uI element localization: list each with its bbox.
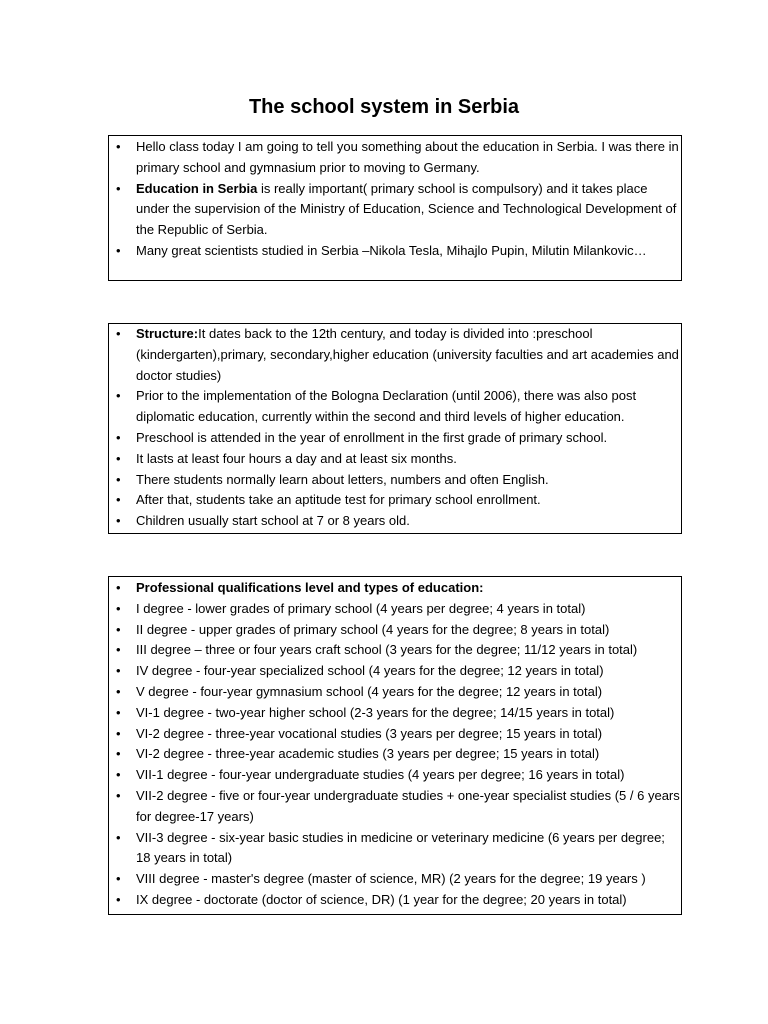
structure-list <box>109 324 681 532</box>
item-text: VII-3 degree - six-year basic studies in medicine or veterinary medicine (6 years per degree; 18 years in total) <box>136 829 665 866</box>
item-text: VI-1 degree - two-year higher school (2-3 years for the degree; 14/15 years in total) <box>136 704 615 720</box>
list-item <box>109 640 681 661</box>
bullet-icon: • <box>116 704 121 720</box>
list-item <box>109 241 681 262</box>
item-text: VII-1 degree - four-year undergraduate studies (4 years per degree; 16 years in total) <box>136 767 625 783</box>
bullet-icon: • <box>116 492 121 508</box>
bullet-icon: • <box>116 725 121 741</box>
list-item <box>109 511 681 532</box>
bullet-icon: • <box>116 388 121 404</box>
item-text: Children usually start school at 7 or 8 years old. <box>136 513 410 529</box>
item-bold-label: Structure: <box>136 326 199 341</box>
item-text: VI-2 degree - three-year academic studies (3 years per degree; 15 years in total) <box>136 746 600 762</box>
bullet-icon: • <box>116 642 121 658</box>
bullet-icon: • <box>116 829 121 845</box>
item-text: II degree - upper grades of primary school (4 years for the degree; 8 years in total) <box>136 621 610 637</box>
bullet-icon: • <box>116 683 121 699</box>
item-bold-label: Professional qualifications level and types of education: <box>136 580 484 595</box>
list-item <box>109 890 681 911</box>
list-item <box>109 786 681 828</box>
intro-list <box>109 136 681 262</box>
item-text: Preschool is attended in the year of enrollment in the first grade of primary school. <box>136 429 608 445</box>
list-item <box>109 179 681 241</box>
item-text: I degree - lower grades of primary school (4 years per degree; 4 years in total) <box>136 600 586 616</box>
list-item <box>109 703 681 724</box>
bullet-icon: • <box>116 746 121 762</box>
list-item <box>109 744 681 765</box>
qualifications-list <box>109 577 681 911</box>
bullet-icon: • <box>116 767 121 783</box>
list-item <box>109 765 681 786</box>
list-item <box>109 490 681 511</box>
bullet-icon: • <box>116 891 121 907</box>
list-item <box>109 428 681 449</box>
item-text: is really important( primary school is compulsory) and it takes place under the supervision of the Ministry of Education, Science and Technological Development of the Republic of Serbia. <box>136 180 677 238</box>
bullet-icon: • <box>116 787 121 803</box>
bullet-icon: • <box>116 580 121 595</box>
bullet-icon: • <box>116 621 121 637</box>
bullet-icon: • <box>116 871 121 887</box>
list-item <box>109 682 681 703</box>
page-title: The school system in Serbia <box>248 96 520 118</box>
list-item <box>109 137 681 179</box>
qualifications-box <box>108 576 682 915</box>
item-text: III degree – three or four years craft school (3 years for the degree; 11/12 years in total) <box>136 642 638 658</box>
list-item <box>109 386 681 428</box>
list-item <box>109 620 681 641</box>
intro-box <box>108 135 682 281</box>
item-text: IV degree - four-year specialized school (4 years for the degree; 12 years in total) <box>136 663 604 679</box>
item-text: Many great scientists studied in Serbia –Nikola Tesla, Mihajlo Pupin, Milutin Milankovic… <box>136 242 647 258</box>
bullet-icon: • <box>116 180 121 196</box>
item-text: It dates back to the 12th century, and today is divided into :preschool (kindergarten),primary, secondary,higher education (university faculties and art academies and doctor studies) <box>136 326 679 383</box>
list-item <box>109 578 681 599</box>
bullet-icon: • <box>116 513 121 529</box>
item-text: It lasts at least four hours a day and at least six months. <box>136 450 457 466</box>
bullet-icon: • <box>116 242 121 258</box>
item-text: There students normally learn about letters, numbers and often English. <box>136 471 549 487</box>
item-text: VII-2 degree - five or four-year undergraduate studies + one-year specialist studies (5 / 6 years for degree-17 years) <box>136 787 680 824</box>
list-item <box>109 661 681 682</box>
bullet-icon: • <box>116 429 121 445</box>
item-text: VIII degree - master's degree (master of science, MR) (2 years for the degree; 19 years ) <box>136 871 646 887</box>
bullet-icon: • <box>116 471 121 487</box>
bullet-icon: • <box>116 139 121 154</box>
item-text: After that, students take an aptitude test for primary school enrollment. <box>136 492 541 508</box>
bullet-icon: • <box>116 600 121 616</box>
list-item <box>109 869 681 890</box>
item-text: VI-2 degree - three-year vocational studies (3 years per degree; 15 years in total) <box>136 725 603 741</box>
bullet-icon: • <box>116 663 121 679</box>
item-text: Prior to the implementation of the Bologna Declaration (until 2006), there was also post diplomatic education, currently within the second and third levels of higher education. <box>136 388 637 425</box>
list-item <box>109 449 681 470</box>
item-text: Hello class today I am going to tell you something about the education in Serbia. I was there in primary school and gymnasium prior to moving to Germany. <box>136 139 679 175</box>
list-item <box>109 724 681 745</box>
bullet-icon: • <box>116 326 121 341</box>
list-item <box>109 599 681 620</box>
bullet-icon: • <box>116 450 121 466</box>
list-item <box>109 828 681 870</box>
item-text: IX degree - doctorate (doctor of science, DR) (1 year for the degree; 20 years in total) <box>136 891 627 907</box>
list-item <box>109 324 681 386</box>
list-item <box>109 470 681 491</box>
item-bold-label: Education in Serbia <box>136 180 258 196</box>
structure-box <box>108 323 682 534</box>
item-text: V degree - four-year gymnasium school (4 years for the degree; 12 years in total) <box>136 683 603 699</box>
